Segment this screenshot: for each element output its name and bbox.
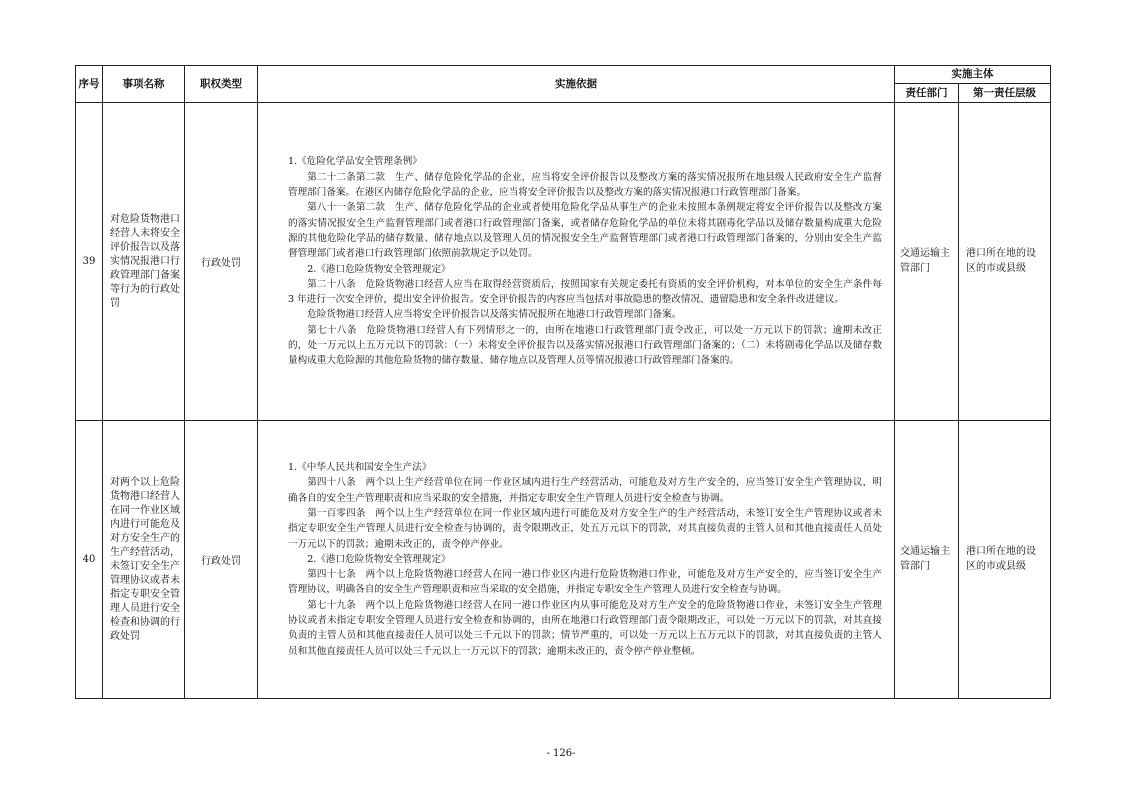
row-item-name: 对危险货物港口经营人未将安全评价报告以及落实情况报港口行政管理部门备案等行为的行政处罚 bbox=[103, 103, 185, 421]
row-seq: 40 bbox=[76, 421, 103, 699]
row-basis bbox=[258, 421, 895, 699]
row-level: 港口所在地的设区的市或县级 bbox=[959, 103, 1051, 421]
row-dept: 交通运输主管部门 bbox=[895, 421, 959, 699]
header-subject: 实施主体 bbox=[895, 66, 1051, 84]
basis-clause: 第四十八条 两个以上生产经营单位在同一作业区域内进行生产经营活动，可能危及对方生产安全的，应当签订安全生产管理协议，明确各自的安全生产管理职责和应当采取的安全措施，并指定专职安全生产管理人员进行安全检查与协调。 bbox=[288, 477, 882, 504]
basis-clause: 第二十二条第二款 生产、储存危险化学品的企业，应当将安全评价报告以及整改方案的落实情况报所在地县级人民政府安全生产监督管理部门备案。在港区内储存危险化学品的企业，应当将安全评价报告以及整改方案的落实情况报港口行政管理部门备案。 bbox=[288, 171, 882, 199]
power-list-table bbox=[75, 65, 1051, 699]
row-basis bbox=[258, 103, 895, 421]
header-level: 第一责任层级 bbox=[959, 84, 1051, 103]
row-seq: 39 bbox=[76, 103, 103, 421]
basis-law-title: 2.《港口危险货物安全管理规定》 bbox=[307, 553, 451, 565]
header-seq-label: 序号 bbox=[78, 77, 100, 90]
row-item-name: 对两个以上危险货物港口经营人在同一作业区域内进行可能危及对方安全生产的生产经营活动，未签订安全生产管理协议或者未指定专职安全管理人员进行安全检查和协调的行政处罚 bbox=[103, 421, 185, 699]
row-power-type: 行政处罚 bbox=[185, 103, 258, 421]
header-seq bbox=[76, 66, 103, 103]
row-dept: 交通运输主管部门 bbox=[895, 103, 959, 421]
basis-law-title: 2.《港口危险货物安全管理规定》 bbox=[307, 263, 451, 275]
basis-clause: 第七十八条 危险货物港口经营人有下列情形之一的，由所在地港口行政管理部门责令改正，可以处一万元以下的罚款；逾期未改正的，处一万元以上五万元以下的罚款：（一）未将安全评价报告以及落实情况报港口行政管理部门备案的；（二）未将剧毒化学品以及储存数量构成重大危险源的其他危险货物的储存数量、储存地点以及管理人员等情况报港口行政管理部门备案的。 bbox=[288, 324, 882, 367]
basis-law-title: 1.《危险化学品安全管理条例》 bbox=[288, 156, 422, 168]
header-dept: 责任部门 bbox=[895, 84, 959, 103]
basis-clause: 第一百零四条 两个以上生产经营单位在同一作业区域内进行可能危及对方安全生产的生产经营活动，未签订安全生产管理协议或者未指定专职安全生产管理人员进行安全检查与协调的，责令限期改正，处五万元以下的罚款，对其直接负责的主管人员和其他直接责任人员处一万元以下的罚款；逾期未改正的，责令停产停业。 bbox=[288, 507, 882, 550]
table-row bbox=[76, 103, 1051, 421]
header-basis: 实施依据 bbox=[258, 66, 895, 103]
basis-clause: 第八十一条第二款 生产、储存危险化学品的企业或者使用危险化学品从事生产的企业未按照本条例规定将安全评价报告以及整改方案的落实情况报安全生产监督管理部门或者港口行政管理部门备案，或者储存危险化学品的单位未将其剧毒化学品以及储存数量构成重大危险源的其他危险化学品的储存数量、储存地点以及管理人员的情况报安全生产监督管理部门或者港口行政管理部门备案的，分别由安全生产监督管理部门或者港口行政管理部门依照前款规定予以处罚。 bbox=[288, 202, 882, 260]
header-item-name: 事项名称 bbox=[103, 66, 185, 103]
row-level: 港口所在地的设区的市或县级 bbox=[959, 421, 1051, 699]
row-power-type: 行政处罚 bbox=[185, 421, 258, 699]
header-power-type: 职权类型 bbox=[185, 66, 258, 103]
table-row bbox=[76, 421, 1051, 699]
basis-clause: 第四十七条 两个以上危险货物港口经营人在同一港口作业区内进行危险货物港口作业，可能危及对方生产安全的，应当签订安全生产管理协议，明确各自的安全生产管理职责和应当采取的安全措施，并指定专职安全生产管理人员进行安全检查与协调。 bbox=[288, 569, 882, 596]
basis-clause: 第二十八条 危险货物港口经营人应当在取得经营资质后，按照国家有关规定委托有资质的安全评价机构，对本单位的安全生产条件每 3 年进行一次安全评价，提出安全评价报告。安全评价报告的内容应当包括对事故隐患的整改情况、遗留隐患和安全条件改进建议。 bbox=[288, 278, 882, 306]
basis-clause: 第七十九条 两个以上危险货物港口经营人在同一港口作业区内从事可能危及对方生产安全的危险货物港口作业，未签订安全生产管理协议或者未指定专职安全管理人员进行安全检查和协调的，由所在地港口行政管理部门责令限期改正，可以处一万元以下的罚款，对其直接负责的主管人员和其他直接责任人员可以处三千元以下的罚款；情节严重的，可以处一万元以上五万元以下的罚款，对其直接负责的主管人员和其他直接责任人员可以处三千元以上一万元以下的罚款；逾期未改正的，责令停产停业整顿。 bbox=[288, 599, 882, 657]
basis-law-title: 1.《中华人民共和国安全生产法》 bbox=[288, 462, 432, 474]
basis-clause: 危险货物港口经营人应当将安全评价报告以及落实情况报所在地港口行政管理部门备案。 bbox=[307, 309, 682, 321]
page-number: - 126- bbox=[546, 748, 576, 759]
